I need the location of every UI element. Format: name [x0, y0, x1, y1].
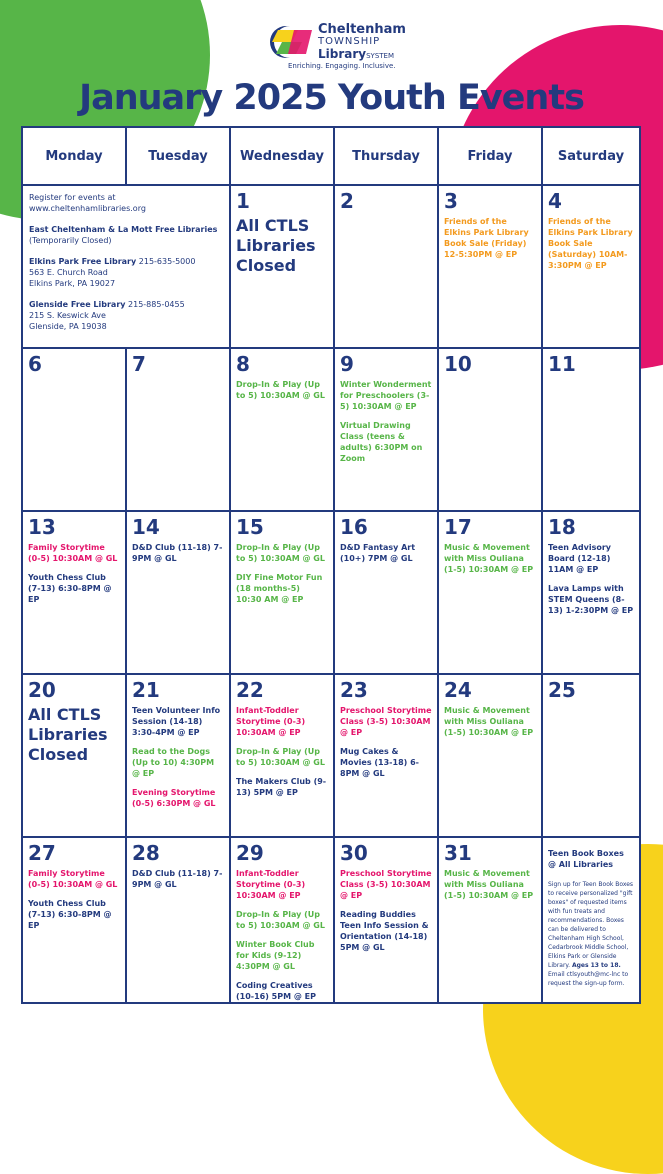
event-item: Reading Buddies Teen Info Session & Orientation (14-18) 5PM @ GL	[340, 910, 429, 952]
day-number: 31	[444, 841, 472, 865]
library-logo[interactable]	[268, 20, 408, 72]
day-cell-18	[543, 512, 639, 675]
day-number: 23	[340, 678, 368, 702]
event-item: Coding Creatives (10-16) 5PM @ EP	[236, 981, 316, 1001]
day-cell-6	[23, 349, 127, 512]
day-number: 9	[340, 352, 354, 376]
day-number: 3	[444, 189, 458, 213]
day-cell-29	[231, 838, 335, 1002]
event-item: Mug Cakes & Movies (13-18) 6-8PM @ GL	[340, 747, 419, 778]
library-info-cell	[23, 186, 231, 349]
event-item: The Makers Club (9-13) 5PM @ EP	[236, 777, 327, 797]
event-item: Preschool Storytime Class (3-5) 10:30AM @ EP	[340, 706, 432, 737]
event-item: Infant-Toddler Storytime (0-3) 10:30AM @ EP	[236, 869, 306, 900]
event-item: Drop-In & Play (Up to 5) 10:30AM @ GL	[236, 380, 325, 400]
day-number: 14	[132, 515, 160, 539]
page-title: January 2025 Youth Events	[79, 78, 584, 118]
library-address-elkins-park-1: 563 E. Church Road	[29, 268, 108, 277]
teen-book-boxes-description	[548, 880, 634, 988]
event-item: Friends of the Elkins Park Library Book Sale (Friday) 12-5:30PM @ EP	[444, 217, 529, 259]
library-address-glenside-2: Glenside, PA 19038	[29, 322, 107, 331]
day-cell-10	[439, 349, 543, 512]
library-address-elkins-park-2: Elkins Park, PA 19027	[29, 279, 116, 288]
event-item: Family Storytime (0-5) 10:30AM @ GL	[28, 869, 118, 889]
teen-book-boxes-cell	[543, 838, 639, 1002]
closed-notice: All CTLS Libraries Closed	[236, 216, 316, 275]
day-number: 15	[236, 515, 264, 539]
header-tuesday: Tuesday	[127, 128, 231, 186]
register-text: Register for events at	[29, 193, 116, 202]
day-cell-22	[231, 675, 335, 838]
event-item: Read to the Dogs (Up to 10) 4:30PM @ EP	[132, 747, 215, 778]
day-number: 24	[444, 678, 472, 702]
closed-notice: All CTLS Libraries Closed	[28, 705, 108, 764]
header-saturday: Saturday	[543, 128, 639, 186]
library-logo-icon	[268, 24, 314, 60]
day-number: 13	[28, 515, 56, 539]
day-number: 8	[236, 352, 250, 376]
day-cell-16	[335, 512, 439, 675]
day-cell-3	[439, 186, 543, 349]
day-cell-24	[439, 675, 543, 838]
day-number: 20	[28, 678, 56, 702]
event-item: Lava Lamps with STEM Queens (8-13) 1-2:30PM @ EP	[548, 584, 634, 615]
logo-tagline: Enriching. Engaging. Inclusive.	[288, 62, 396, 70]
day-cell-17	[439, 512, 543, 675]
day-cell-27	[23, 838, 127, 1002]
header-thursday: Thursday	[335, 128, 439, 186]
day-number: 7	[132, 352, 146, 376]
day-cell-7	[127, 349, 231, 512]
event-item: Preschool Storytime Class (3-5) 10:30AM @ EP	[340, 869, 432, 900]
logo-name-line3	[318, 47, 394, 61]
event-item: DIY Fine Motor Fun (18 months-5) 10:30 AM @ EP	[236, 573, 323, 604]
header-wednesday: Wednesday	[231, 128, 335, 186]
day-number: 6	[28, 352, 42, 376]
day-number: 28	[132, 841, 160, 865]
logo-name-line2: TOWNSHIP	[318, 36, 381, 47]
day-cell-21	[127, 675, 231, 838]
event-item: Virtual Drawing Class (teens & adults) 6:30PM on Zoom	[340, 421, 423, 463]
logo-system: SYSTEM	[366, 52, 395, 60]
day-number: 11	[548, 352, 576, 376]
event-item: Winter Wonderment for Preschoolers (3-5) 10:30AM @ EP	[340, 380, 432, 411]
library-name-glenside: Glenside Free Library	[29, 300, 126, 309]
event-item: Music & Movement with Miss Ouliana (1-5) 10:30AM @ EP	[444, 543, 534, 574]
day-number: 30	[340, 841, 368, 865]
teen-book-boxes-email: Email ctlsyouth@mc-lnc to request the sign-up form.	[548, 971, 629, 987]
event-item: Winter Book Club for Kids (9-12) 4:30PM @ GL	[236, 940, 315, 971]
day-cell-25	[543, 675, 639, 838]
event-item: Youth Chess Club (7-13) 6:30-8PM @ EP	[28, 573, 112, 604]
day-cell-20	[23, 675, 127, 838]
day-number: 27	[28, 841, 56, 865]
day-number: 10	[444, 352, 472, 376]
register-link[interactable]: www.cheltenhamlibraries.org	[29, 204, 146, 213]
day-cell-4	[543, 186, 639, 349]
day-number: 22	[236, 678, 264, 702]
event-item: D&D Fantasy Art (10+) 7PM @ GL	[340, 543, 416, 563]
library-name-elkins-park: Elkins Park Free Library	[29, 257, 137, 266]
day-cell-8	[231, 349, 335, 512]
day-cell-14	[127, 512, 231, 675]
day-number: 16	[340, 515, 368, 539]
teen-book-boxes-title: Teen Book Boxes @ All Libraries	[548, 849, 624, 869]
event-item: Family Storytime (0-5) 10:30AM @ GL	[28, 543, 118, 563]
event-item: D&D Club (11-18) 7-9PM @ GL	[132, 543, 223, 563]
day-cell-11	[543, 349, 639, 512]
library-phone-glenside: 215-885-0455	[125, 300, 185, 309]
event-item: Music & Movement with Miss Ouliana (1-5) 10:30AM @ EP	[444, 706, 534, 737]
event-item: Drop-In & Play (Up to 5) 10:30AM @ GL	[236, 910, 325, 930]
day-number: 25	[548, 678, 576, 702]
event-item: Drop-In & Play (Up to 5) 10:30AM @ GL	[236, 747, 325, 767]
event-item: Youth Chess Club (7-13) 6:30-8PM @ EP	[28, 899, 112, 930]
day-cell-28	[127, 838, 231, 1002]
library-name-east-cheltenham: East Cheltenham & La Mott Free Libraries	[29, 225, 218, 234]
event-item: Teen Volunteer Info Session (14-18) 3:30-4PM @ EP	[132, 706, 221, 737]
library-address-glenside-1: 215 S. Keswick Ave	[29, 311, 106, 320]
library-status-note: (Temporarily Closed)	[29, 236, 112, 245]
logo-library: Library	[318, 47, 367, 61]
day-cell-31	[439, 838, 543, 1002]
event-item: D&D Club (11-18) 7-9PM @ GL	[132, 869, 223, 889]
header-friday: Friday	[439, 128, 543, 186]
day-number: 21	[132, 678, 160, 702]
day-number: 17	[444, 515, 472, 539]
calendar-grid	[21, 126, 641, 1004]
day-number: 29	[236, 841, 264, 865]
day-cell-2	[335, 186, 439, 349]
header-monday: Monday	[23, 128, 127, 186]
logo-name-line1: Cheltenham	[318, 22, 406, 37]
event-item: Music & Movement with Miss Ouliana (1-5) 10:30AM @ EP	[444, 869, 534, 900]
day-cell-13	[23, 512, 127, 675]
event-item: Drop-In & Play (Up to 5) 10:30AM @ GL	[236, 543, 325, 563]
day-number: 2	[340, 189, 354, 213]
day-number: 1	[236, 189, 250, 213]
library-phone-elkins-park: 215-635-5000	[136, 257, 196, 266]
day-cell-1	[231, 186, 335, 349]
event-item: Infant-Toddler Storytime (0-3) 10:30AM @ EP	[236, 706, 306, 737]
event-item: Friends of the Elkins Park Library Book Sale (Saturday) 10AM-3:30PM @ EP	[548, 217, 633, 270]
event-item: Evening Storytime (0-5) 6:30PM @ GL	[132, 788, 216, 808]
day-cell-9	[335, 349, 439, 512]
day-number: 4	[548, 189, 562, 213]
event-item: Teen Advisory Board (12-18) 11AM @ EP	[548, 543, 612, 574]
day-cell-15	[231, 512, 335, 675]
day-number: 18	[548, 515, 576, 539]
teen-book-boxes-ages: Ages 13 to 18.	[571, 962, 621, 969]
day-cell-23	[335, 675, 439, 838]
day-cell-30	[335, 838, 439, 1002]
teen-book-boxes-body: Sign up for Teen Book Boxes to receive personalized "gift boxes" of requested items with fun treats and recommendations. Boxes can be delivered to Cheltenham High School, Cedarbrook Middle School, Elkins Park or Glenside Library.	[548, 881, 634, 969]
